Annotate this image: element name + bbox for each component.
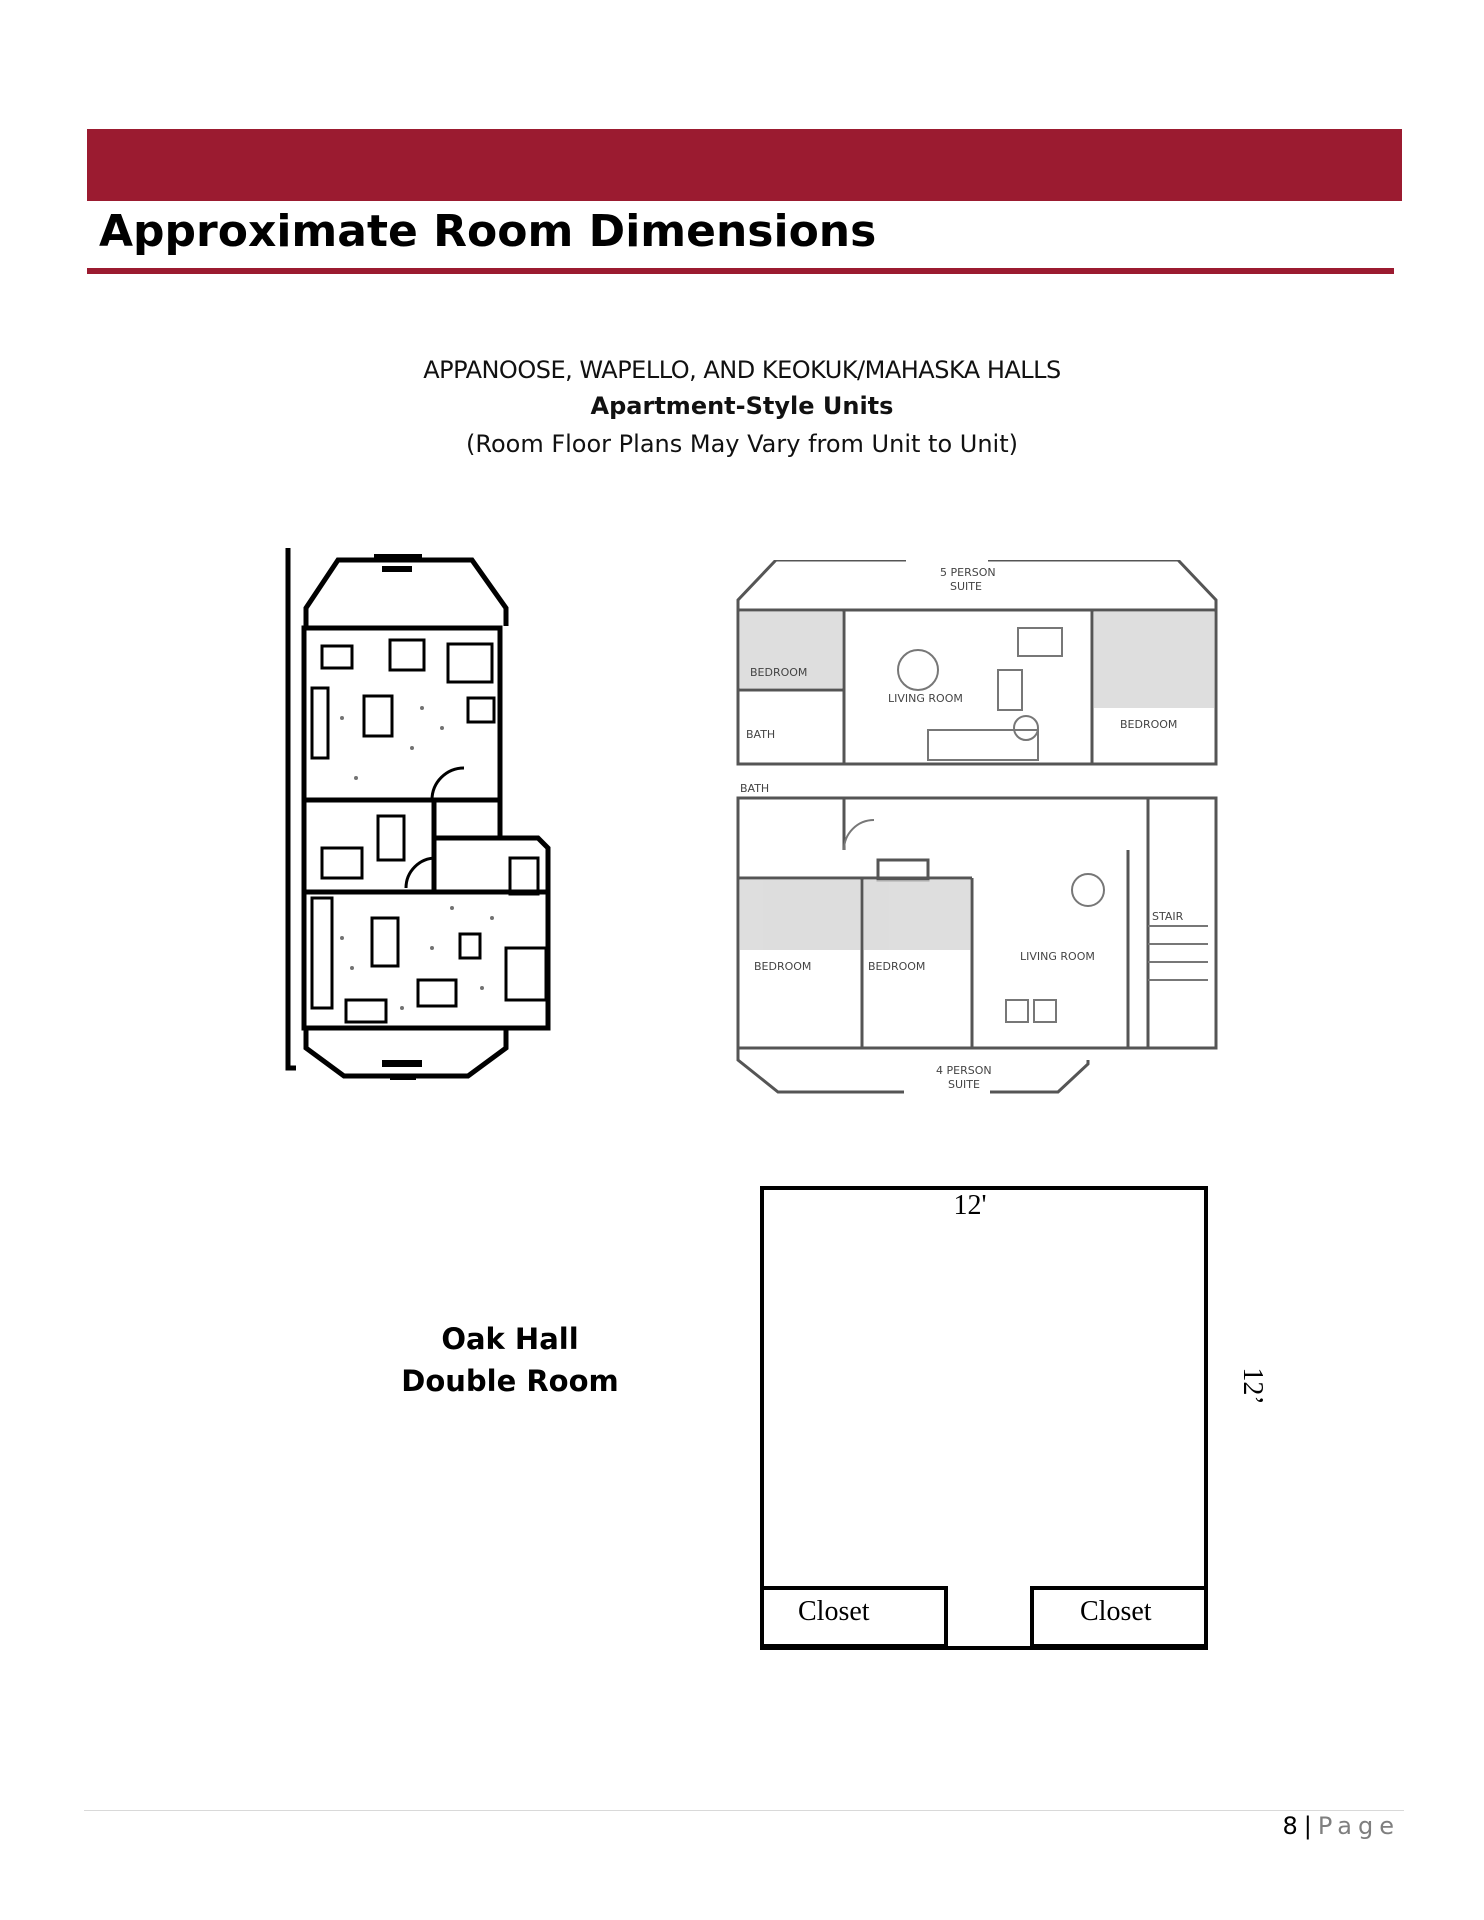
- plan-note: (Room Floor Plans May Vary from Unit to Unit): [466, 430, 1018, 458]
- closet-right-label: Closet: [1080, 1596, 1152, 1627]
- svg-text:BEDROOM: BEDROOM: [754, 960, 812, 973]
- oak-hall-label: Oak Hall: [441, 1322, 579, 1356]
- svg-text:BATH: BATH: [740, 782, 770, 795]
- halls-heading: APPANOOSE, WAPELLO, AND KEOKUK/MAHASKA HALLS: [423, 356, 1061, 384]
- closet-left: [760, 1586, 948, 1648]
- label-4-person: 4 PERSON: [936, 1064, 992, 1077]
- unit-type-heading: Apartment-Style Units: [590, 392, 894, 420]
- closet-right: [1030, 1586, 1208, 1648]
- closet-left-label: Closet: [798, 1596, 870, 1627]
- svg-text:BATH: BATH: [746, 728, 776, 741]
- svg-text:BEDROOM: BEDROOM: [868, 960, 926, 973]
- title-rule: [87, 268, 1394, 274]
- footer-rule: [84, 1810, 1404, 1811]
- depth-dimension: 12’: [1237, 1367, 1268, 1405]
- floor-plan-right: [728, 560, 1248, 1100]
- page-footer: [1283, 1812, 1400, 1840]
- double-room-label: Double Room: [401, 1364, 619, 1398]
- page-title: Approximate Room Dimensions: [99, 206, 877, 257]
- svg-text:BEDROOM: BEDROOM: [1120, 718, 1178, 731]
- svg-text:BEDROOM: BEDROOM: [750, 666, 808, 679]
- svg-text:LIVING ROOM: LIVING ROOM: [1020, 950, 1095, 963]
- svg-text:LIVING ROOM: LIVING ROOM: [888, 692, 963, 705]
- header-bar: [87, 129, 1402, 201]
- floor-plan-left: [282, 548, 602, 1088]
- width-dimension: 12': [953, 1190, 987, 1221]
- label-4-suite: SUITE: [948, 1078, 980, 1091]
- page-word: Page: [1317, 1812, 1400, 1840]
- page-number: 8: [1282, 1812, 1298, 1840]
- footer-separator: |: [1303, 1812, 1312, 1840]
- label-5-suite: SUITE: [950, 580, 982, 593]
- svg-text:STAIR: STAIR: [1152, 910, 1184, 923]
- label-5-person: 5 PERSON: [940, 566, 996, 579]
- oak-room-outline: [760, 1186, 1208, 1650]
